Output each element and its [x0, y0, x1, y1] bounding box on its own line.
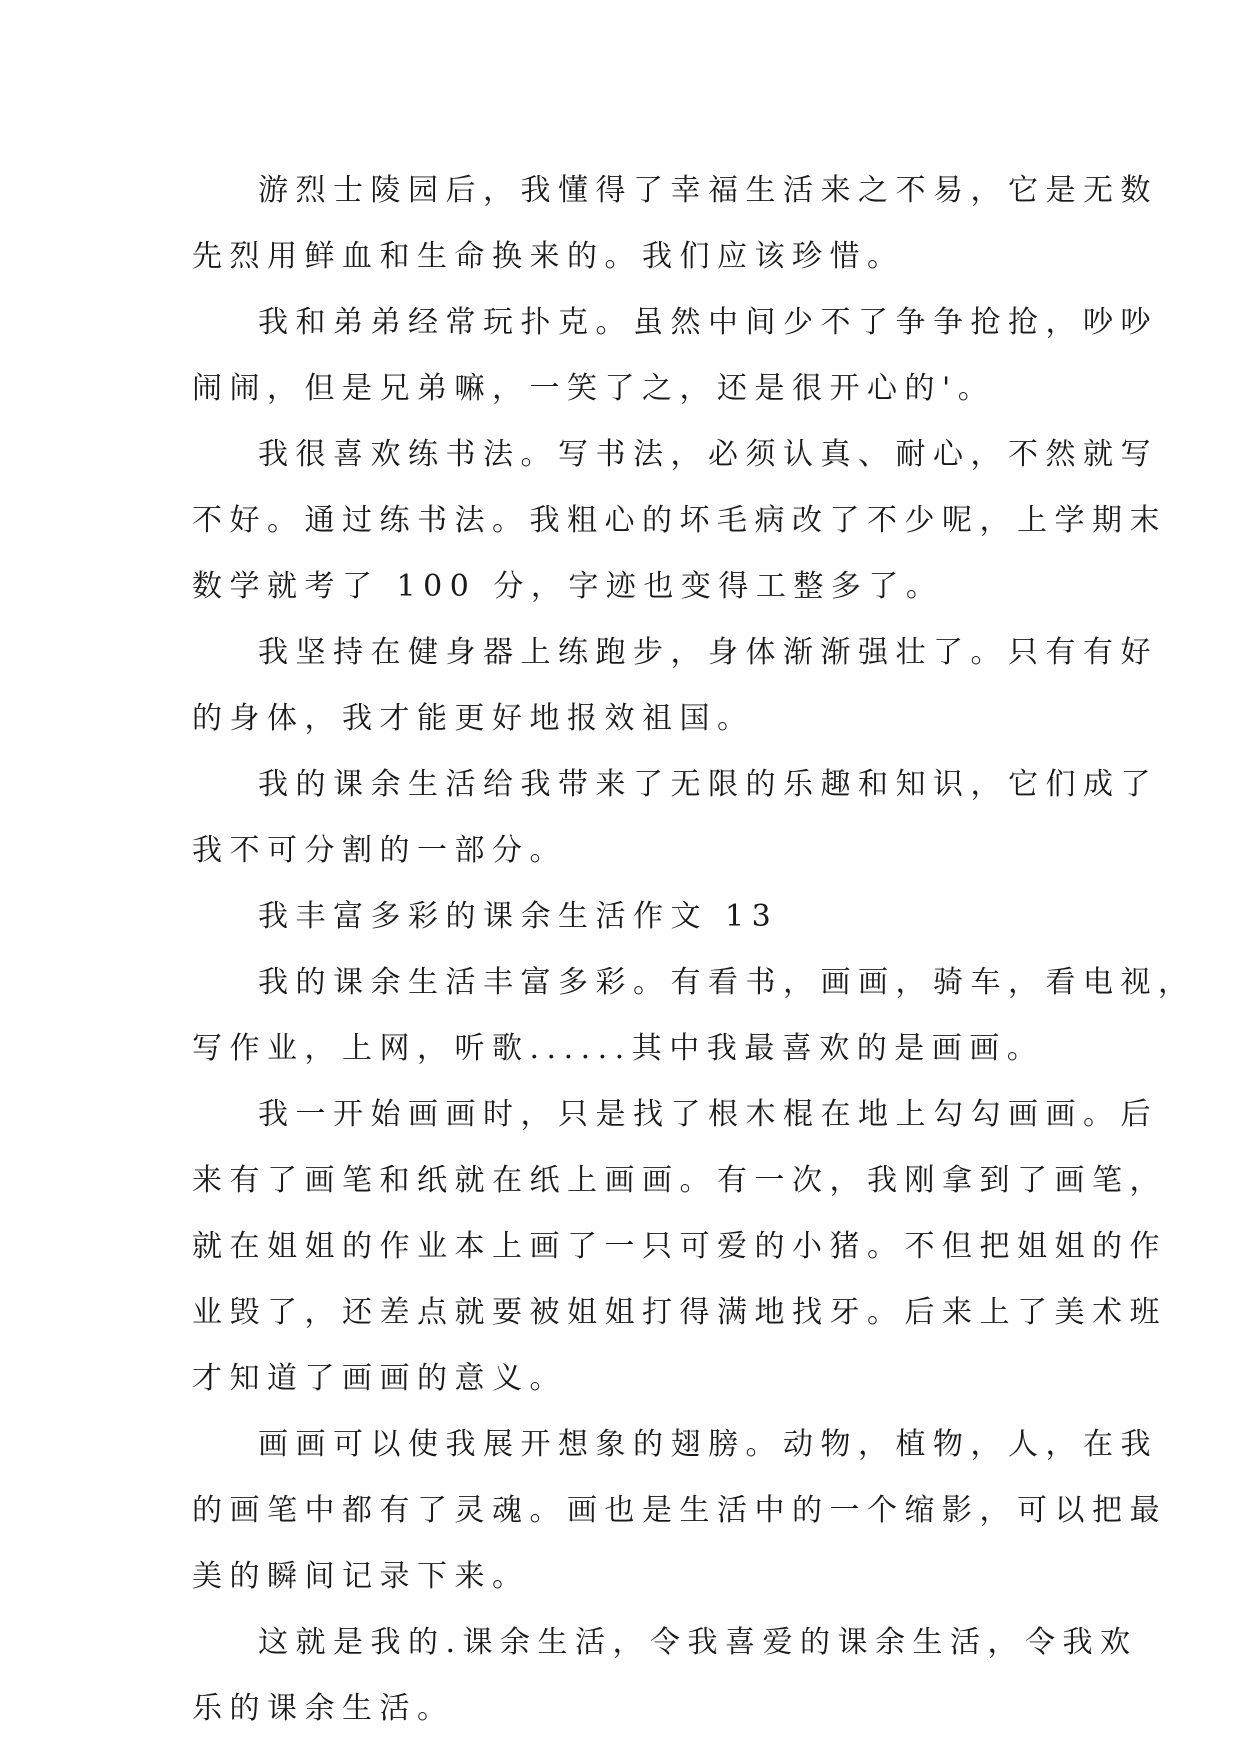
text-line: 来有了画笔和纸就在纸上画画。有一次，我刚拿到了画笔，	[192, 1163, 1167, 1198]
text-line: 我一开始画画时，只是找了根木棍在地上勾勾画画。后	[258, 1097, 1158, 1132]
text-line: 闹闹，但是兄弟嘛，一笑了之，还是很开心的'。	[192, 371, 996, 406]
text-line: 游烈士陵园后，我懂得了幸福生活来之不易，它是无数	[258, 173, 1158, 208]
text-line: 乐的课余生活。	[192, 1691, 455, 1726]
document-body	[192, 158, 1196, 1742]
text-line: 我不可分割的一部分。	[192, 833, 567, 868]
text-line: 我丰富多彩的课余生活作文 13	[258, 899, 779, 934]
text-line: 画画可以使我展开想象的翅膀。动物，植物，人，在我	[258, 1427, 1158, 1462]
text-line: 我和弟弟经常玩扑克。虽然中间少不了争争抢抢，吵吵	[258, 305, 1158, 340]
text-line: 不好。通过练书法。我粗心的坏毛病改了不少呢，上学期末	[192, 503, 1167, 538]
text-line: 我的课余生活给我带来了无限的乐趣和知识，它们成了	[258, 767, 1158, 802]
text-line: 我的课余生活丰富多彩。有看书，画画，骑车，看电视，	[258, 965, 1196, 1000]
text-line: 的身体，我才能更好地报效祖国。	[192, 701, 755, 736]
text-line: 写作业，上网，听歌......其中我最喜欢的是画画。	[192, 1031, 1045, 1066]
text-line: 美的瞬间记录下来。	[192, 1559, 530, 1594]
text-line: 数学就考了 100 分，字迹也变得工整多了。	[192, 569, 944, 604]
text-line: 的画笔中都有了灵魂。画也是生活中的一个缩影，可以把最	[192, 1493, 1167, 1528]
text-line: 才知道了画画的意义。	[192, 1361, 567, 1396]
text-line: 业毁了，还差点就要被姐姐打得满地找牙。后来上了美术班	[192, 1295, 1167, 1330]
text-line: 先烈用鲜血和生命换来的。我们应该珍惜。	[192, 239, 905, 274]
text-line: 这就是我的.课余生活，令我喜爱的课余生活，令我欢	[258, 1625, 1138, 1660]
text-line: 就在姐姐的作业本上画了一只可爱的小猪。不但把姐姐的作	[192, 1229, 1167, 1264]
text-line: 我坚持在健身器上练跑步，身体渐渐强壮了。只有有好	[258, 635, 1158, 670]
text-line: 我很喜欢练书法。写书法，必须认真、耐心，不然就写	[258, 437, 1158, 472]
